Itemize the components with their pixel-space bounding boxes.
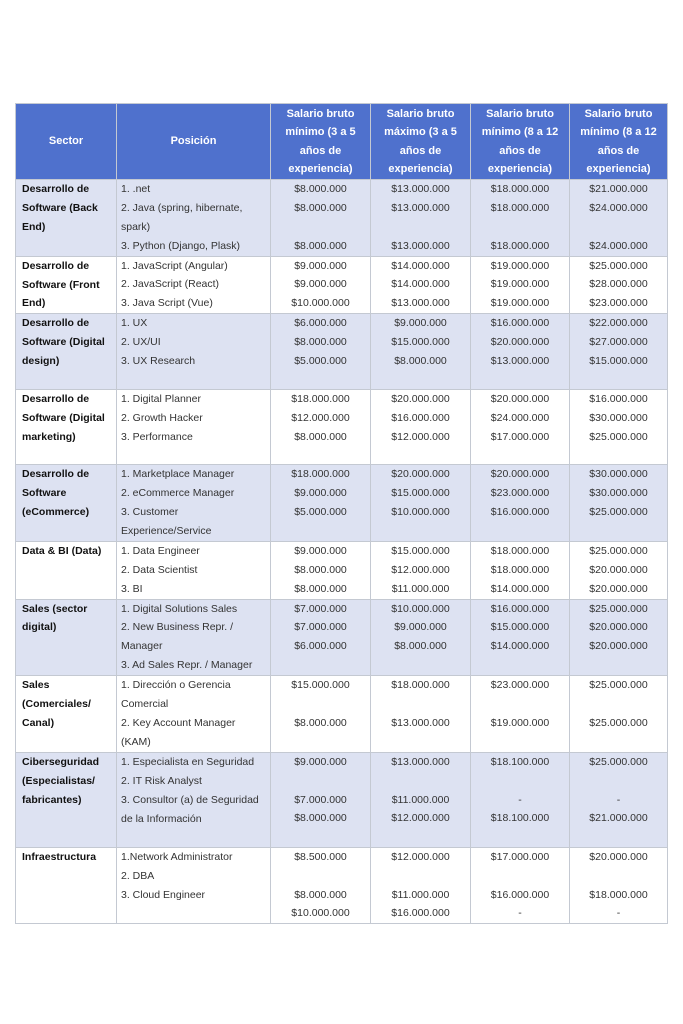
max-3-5-cell [371, 256, 471, 314]
min-3-5-cell [271, 256, 371, 314]
salary-value: $18.000.000 [391, 679, 450, 692]
min-3-5-cell [271, 847, 371, 924]
salary-value: $11.000.000 [391, 582, 450, 595]
salary-value: $12.000.000 [391, 812, 450, 825]
table-row [16, 847, 668, 924]
salary-value: $21.000.000 [589, 812, 648, 825]
salary-value: $22.000.000 [589, 317, 648, 330]
salary-value: $23.000.000 [490, 487, 550, 500]
table-row [16, 676, 668, 753]
salary-value: $18.100.000 [490, 812, 550, 825]
max-3-5-cell [371, 847, 471, 924]
salary-value: $11.000.000 [391, 793, 450, 806]
salary-value: $12.000.000 [391, 563, 450, 576]
table-row [16, 314, 668, 390]
header-min-8-12-a: Salario bruto mínimo (8 a 12 años de experiencia) [471, 104, 570, 180]
max-3-5-cell [371, 752, 471, 847]
min-3-5-cell [271, 599, 371, 676]
header-min-3-5: Salario bruto mínimo (3 a 5 años de experiencia) [271, 104, 371, 180]
min-8-12-b-cell [570, 256, 668, 314]
salary-value: $25.000.000 [589, 716, 648, 729]
position-item: 1. Especialista en Seguridad [121, 755, 255, 768]
salary-value: $16.000.000 [391, 907, 450, 920]
salary-value: $8.000.000 [294, 888, 347, 901]
min-8-12-b-cell [570, 465, 668, 542]
salary-value: $24.000.000 [490, 412, 550, 425]
position-item: 2. IT Risk Analyst [121, 774, 202, 787]
position-item: 3. Performance [121, 431, 193, 444]
salary-value: $13.000.000 [391, 201, 450, 214]
salary-value: $20.000.000 [490, 393, 550, 406]
salary-value: $8.000.000 [294, 201, 347, 214]
salary-value: $8.000.000 [294, 716, 347, 729]
salary-value: $25.000.000 [589, 679, 648, 692]
position-item: 2. Growth Hacker [121, 412, 203, 425]
position-cell [117, 390, 271, 465]
salary-value: $15.000.000 [589, 355, 648, 368]
min-8-12-a-cell [471, 752, 570, 847]
position-cell [117, 676, 271, 753]
sector-cell: Sales (Comerciales/ Canal) [16, 676, 117, 753]
salary-value: $18.000.000 [291, 393, 350, 406]
min-8-12-b-cell [570, 180, 668, 257]
salary-value: $15.000.000 [391, 336, 450, 349]
position-item: 1. Digital Planner [121, 393, 201, 406]
salary-value: $20.000.000 [391, 393, 450, 406]
salary-value: $9.000.000 [394, 621, 447, 634]
salary-value: $8.000.000 [294, 812, 347, 825]
position-item: 1. Data Engineer [121, 544, 200, 557]
salary-value: $7.000.000 [294, 621, 347, 634]
salary-value: $18.000.000 [490, 239, 550, 252]
sector-cell: Ciberseguridad (Especialistas/ fabricantes) [16, 752, 117, 847]
salary-value: $23.000.000 [589, 297, 648, 310]
salary-value: $16.000.000 [589, 393, 648, 406]
salary-value: $8.000.000 [294, 431, 347, 444]
salary-value: $8.000.000 [294, 239, 347, 252]
salary-value: $19.000.000 [490, 259, 550, 272]
salary-value: $16.000.000 [490, 602, 550, 615]
salary-table [15, 103, 668, 924]
position-item: 3. Ad Sales Repr. / Manager [121, 659, 253, 672]
salary-value: $20.000.000 [391, 468, 450, 481]
max-3-5-cell [371, 599, 471, 676]
salary-value: $25.000.000 [589, 544, 648, 557]
salary-value: $10.000.000 [391, 602, 450, 615]
position-item: 1. JavaScript (Angular) [121, 259, 228, 272]
position-item: 3. UX Research [121, 355, 196, 368]
min-8-12-b-cell [570, 847, 668, 924]
salary-value: $8.000.000 [394, 640, 447, 653]
salary-value: $21.000.000 [589, 183, 648, 195]
salary-value: $18.000.000 [490, 563, 550, 576]
salary-value: $25.000.000 [589, 431, 648, 444]
salary-value: $17.000.000 [490, 850, 550, 863]
salary-value: $9.000.000 [294, 544, 347, 557]
max-3-5-cell [371, 180, 471, 257]
table-row [16, 599, 668, 676]
min-8-12-a-cell [471, 256, 570, 314]
table-row [16, 180, 668, 257]
position-item: 2. Java (spring, hibernate, spark) [121, 201, 243, 233]
header-min-8-12-b: Salario bruto mínimo (8 a 12 años de experiencia) [570, 104, 668, 180]
salary-value: $16.000.000 [490, 506, 550, 519]
min-3-5-cell [271, 676, 371, 753]
salary-value: $8.500.000 [294, 850, 347, 863]
position-item: 1.Network Administrator [121, 850, 233, 863]
table-row [16, 752, 668, 847]
salary-value: $24.000.000 [589, 239, 648, 252]
salary-value: $16.000.000 [490, 888, 550, 901]
table-row [16, 390, 668, 465]
salary-value: $19.000.000 [490, 278, 550, 291]
position-item: 2. Key Account Manager (KAM) [121, 716, 236, 748]
salary-value: $15.000.000 [291, 679, 350, 692]
min-8-12-b-cell [570, 599, 668, 676]
sector-cell: Data & BI (Data) [16, 541, 117, 599]
salary-value: $25.000.000 [589, 506, 648, 519]
position-cell [117, 256, 271, 314]
salary-value: $9.000.000 [394, 317, 447, 330]
salary-value: - [518, 793, 522, 806]
salary-value: $18.000.000 [490, 201, 550, 214]
position-item: 2. eCommerce Manager [121, 487, 235, 500]
salary-value: $8.000.000 [294, 563, 347, 576]
table-row [16, 541, 668, 599]
salary-value: $17.000.000 [490, 431, 550, 444]
salary-value: $27.000.000 [589, 336, 648, 349]
salary-value: $8.000.000 [394, 355, 447, 368]
min-8-12-b-cell [570, 314, 668, 390]
salary-value: $9.000.000 [294, 278, 347, 291]
salary-value: - [518, 907, 522, 920]
salary-value: $11.000.000 [391, 888, 450, 901]
salary-value: $20.000.000 [490, 336, 550, 349]
salary-value: $19.000.000 [490, 297, 550, 310]
salary-value: - [616, 793, 621, 806]
header-row [16, 104, 668, 180]
max-3-5-cell [371, 541, 471, 599]
salary-value: $10.000.000 [391, 506, 450, 519]
salary-value: $20.000.000 [490, 468, 550, 481]
salary-value: $18.000.000 [490, 544, 550, 557]
salary-value: $20.000.000 [589, 582, 648, 595]
sector-cell: Infraestructura [16, 847, 117, 924]
salary-value: $14.000.000 [391, 278, 450, 291]
position-cell [117, 465, 271, 542]
salary-value: $13.000.000 [391, 239, 450, 252]
position-item: 1. Dirección o Gerencia Comercial [121, 679, 231, 711]
position-item: 3. BI [121, 582, 143, 595]
salary-value: $6.000.000 [294, 640, 347, 653]
position-item: 1. UX [121, 317, 148, 330]
min-3-5-cell [271, 390, 371, 465]
max-3-5-cell [371, 390, 471, 465]
min-8-12-b-cell [570, 541, 668, 599]
salary-value: $25.000.000 [589, 259, 648, 272]
sector-cell: Desarrollo de Software (Digital design) [16, 314, 117, 390]
salary-value: $20.000.000 [589, 640, 648, 653]
min-8-12-a-cell [471, 180, 570, 257]
min-8-12-a-cell [471, 847, 570, 924]
salary-value: $25.000.000 [589, 755, 648, 768]
min-3-5-cell [271, 314, 371, 390]
salary-value: $5.000.000 [294, 506, 347, 519]
position-cell [117, 847, 271, 924]
salary-value: $16.000.000 [391, 412, 450, 425]
salary-value: $13.000.000 [391, 755, 450, 768]
min-8-12-a-cell [471, 314, 570, 390]
header-max-3-5: Salario bruto máximo (3 a 5 años de experiencia) [371, 104, 471, 180]
salary-value: $20.000.000 [589, 621, 648, 634]
salary-value: $30.000.000 [589, 412, 648, 425]
salary-value: $15.000.000 [490, 621, 550, 634]
salary-value: $25.000.000 [589, 602, 648, 615]
salary-value: $13.000.000 [490, 355, 550, 368]
min-3-5-cell [271, 752, 371, 847]
salary-value: $13.000.000 [391, 716, 450, 729]
salary-value: $30.000.000 [589, 468, 648, 481]
salary-value: $10.000.000 [291, 297, 350, 310]
position-item: 3. Java Script (Vue) [121, 297, 213, 310]
position-item: 3. Python (Django, Plask) [121, 239, 241, 252]
position-item: 1. Digital Solutions Sales [121, 602, 238, 615]
table-row [16, 465, 668, 542]
position-item: 2. New Business Repr. / Manager [121, 621, 234, 653]
min-8-12-a-cell [471, 541, 570, 599]
min-8-12-a-cell [471, 676, 570, 753]
salary-value: $23.000.000 [490, 679, 550, 692]
min-8-12-b-cell [570, 676, 668, 753]
salary-value: $18.000.000 [291, 468, 350, 481]
header-position: Posición [117, 104, 271, 180]
salary-value: $13.000.000 [391, 297, 450, 310]
salary-value: $8.000.000 [294, 183, 347, 195]
sector-cell: Desarrollo de Software (Digital marketing) [16, 390, 117, 465]
salary-value: $5.000.000 [294, 355, 347, 368]
salary-value: $14.000.000 [490, 582, 550, 595]
min-8-12-a-cell [471, 390, 570, 465]
position-item: 2. DBA [121, 869, 155, 882]
salary-value: $20.000.000 [589, 563, 648, 576]
header-sector: Sector [16, 104, 117, 180]
max-3-5-cell [371, 465, 471, 542]
min-3-5-cell [271, 180, 371, 257]
salary-value: $6.000.000 [294, 317, 347, 330]
position-cell [117, 752, 271, 847]
salary-value: $8.000.000 [294, 336, 347, 349]
sector-cell: Desarrollo de Software (eCommerce) [16, 465, 117, 542]
position-item: 2. UX/UI [121, 336, 161, 349]
min-3-5-cell [271, 465, 371, 542]
salary-value: $28.000.000 [589, 278, 648, 291]
salary-value: $15.000.000 [391, 487, 450, 500]
min-8-12-b-cell [570, 752, 668, 847]
position-item: 2. JavaScript (React) [121, 278, 220, 291]
salary-value: $9.000.000 [294, 487, 347, 500]
salary-value: $16.000.000 [490, 317, 550, 330]
salary-value: $12.000.000 [391, 431, 450, 444]
table-row [16, 256, 668, 314]
max-3-5-cell [371, 314, 471, 390]
min-8-12-a-cell [471, 465, 570, 542]
salary-value: $14.000.000 [391, 259, 450, 272]
position-cell [117, 314, 271, 390]
position-cell [117, 541, 271, 599]
salary-value: $18.000.000 [490, 183, 550, 195]
position-item: 3. Cloud Engineer [121, 888, 206, 901]
min-8-12-a-cell [471, 599, 570, 676]
salary-value: $14.000.000 [490, 640, 550, 653]
salary-value: $24.000.000 [589, 201, 648, 214]
position-item: 2. Data Scientist [121, 563, 198, 576]
position-cell [117, 180, 271, 257]
max-3-5-cell [371, 676, 471, 753]
salary-value: $9.000.000 [294, 259, 347, 272]
position-cell [117, 599, 271, 676]
salary-value: $18.000.000 [589, 888, 648, 901]
salary-value: $20.000.000 [589, 850, 648, 863]
salary-value: $18.100.000 [490, 755, 550, 768]
salary-value: $13.000.000 [391, 183, 450, 195]
sector-cell: Desarrollo de Software (Front End) [16, 256, 117, 314]
salary-value: $15.000.000 [391, 544, 450, 557]
salary-value: $7.000.000 [294, 793, 347, 806]
salary-value: $7.000.000 [294, 602, 347, 615]
salary-value: - [616, 907, 621, 920]
salary-value: $10.000.000 [291, 907, 350, 920]
salary-value: $19.000.000 [490, 716, 550, 729]
position-item: 3. Consultor (a) de Seguridad de la Información [121, 793, 259, 825]
position-item: 1. .net [121, 183, 151, 195]
salary-value: $9.000.000 [294, 755, 347, 768]
salary-value: $12.000.000 [391, 850, 450, 863]
salary-value: $8.000.000 [294, 582, 347, 595]
sector-cell: Sales (sector digital) [16, 599, 117, 676]
sector-cell: Desarrollo de Software (Back End) [16, 180, 117, 257]
position-item: 3. Customer Experience/Service [121, 506, 212, 537]
salary-value: $12.000.000 [291, 412, 350, 425]
position-item: 1. Marketplace Manager [121, 468, 235, 481]
min-3-5-cell [271, 541, 371, 599]
salary-value: $30.000.000 [589, 487, 648, 500]
min-8-12-b-cell [570, 390, 668, 465]
